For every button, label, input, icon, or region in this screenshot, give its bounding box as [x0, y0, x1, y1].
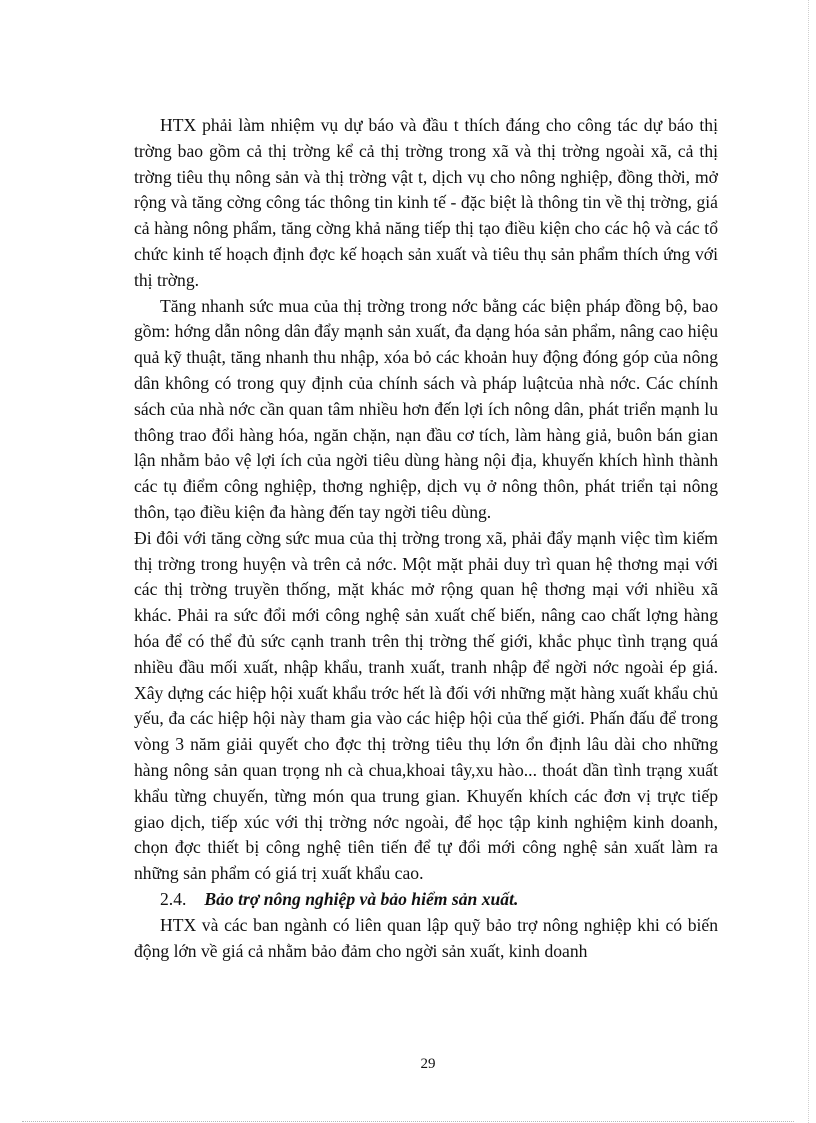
section-heading [134, 887, 718, 913]
page-bottom-divider [22, 1121, 794, 1122]
section-number: 2.4. [160, 888, 187, 909]
section-title: Bảo trợ nông nghiệp và bảo hiểm sản xuất. [204, 888, 519, 909]
paragraph-agricultural-fund: HTX và các ban ngành có liên quan lập quỹ bảo trợ nông nghiệp khi có biến động lớn về giá cả nhằm bảo đảm cho ngời sản xuất, kinh doanh [134, 914, 718, 961]
paragraph-market-expansion: Đi đôi với tăng cờng sức mua của thị trờng trong xã, phải đẩy mạnh việc tìm kiếm thị trờng trong huyện và trên cả nớc. Một mặt phải duy trì quan hệ thơng mại với các thị trờng truyền thống, mặt khác mở rộng quan hệ thơng mại với nhiều xã khác. Phải ra sức đổi mới công nghệ sản xuất chế biến, nâng cao chất lợng hàng hóa để có thể đủ sức cạnh tranh trên thị trờng thế giới, khắc phục tình trạng quá nhiều đầu mối xuất, nhập khẩu, tranh xuất, tranh nhập để ngời nớc ngoài ép giá. Xây dựng các hiệp hội xuất khẩu trớc hết là đối với những mặt hàng xuất khẩu chủ yếu, đa các hiệp hội này tham gia vào các hiệp hội của thế giới. Phấn đấu để trong vòng 3 năm giải quyết cho đợc thị trờng tiêu thụ lớn ổn định lâu dài cho những hàng nông sản quan trọng nh cà chua,khoai tây,xu hào... thoát dần tình trạng xuất khẩu từng chuyến, từng món qua trung gian. Khuyến khích các đơn vị trực tiếp giao dịch, tiếp xúc với thị trờng nớc ngoài, để học tập kinh nghiệm kinh doanh, chọn đợc thiết bị công nghệ tiên tiến để tự đổi mới công nghệ sản xuất làm ra những sản phẩm có giá trị xuất khẩu cao. [134, 527, 718, 884]
body-text [134, 113, 718, 964]
paragraph-purchasing-power: Tăng nhanh sức mua của thị trờng trong nớc bằng các biện pháp đồng bộ, bao gồm: hớng dẫn nông dân đẩy mạnh sản xuất, đa dạng hóa sản phẩm, nâng cao hiệu quả kỹ thuật, tăng nhanh thu nhập, xóa bỏ các khoản huy động đóng góp của nông dân không có trong quy định của chính sách và pháp luậtcủa nhà nớc. Các chính sách của nhà nớc cần quan tâm nhiều hơn đến lợi ích nông dân, phát triển mạnh lu thông trao đổi hàng hóa, ngăn chặn, nạn đầu cơ tích, làm hàng giả, buôn bán gian lận nhằm bảo vệ lợi ích của ngời tiêu dùng hàng nội địa, khuyến khích hình thành các tụ điểm công nghiệp, thơng nghiệp, dịch vụ ở nông thôn, phát triển tại nông thôn, tạo điều kiện đa hàng đến tay ngời tiêu dùng. [134, 295, 718, 522]
page-number: 29 [420, 1056, 436, 1072]
page-right-divider [808, 0, 809, 1123]
paragraph-market-forecast: HTX phải làm nhiệm vụ dự báo và đầu t thích đáng cho công tác dự báo thị trờng bao gồm cả thị trờng kể cả thị trờng trong xã và thị trờng ngoài xã, cả thị trờng tiêu thụ nông sản và thị trờng vật t, dịch vụ cho nông nghiệp, đồng thời, mở rộng và tăng cờng công tác thông tin kinh tế - đặc biệt là thông tin về thị trờng, giá cả hàng nông phẩm, tăng cờng khả năng tiếp thị tạo điều kiện cho các hộ và các tổ chức kinh tế hoạch định đợc kế hoạch sản xuất và tiêu thụ sản phẩm thích ứng với thị trờng. [134, 115, 718, 290]
